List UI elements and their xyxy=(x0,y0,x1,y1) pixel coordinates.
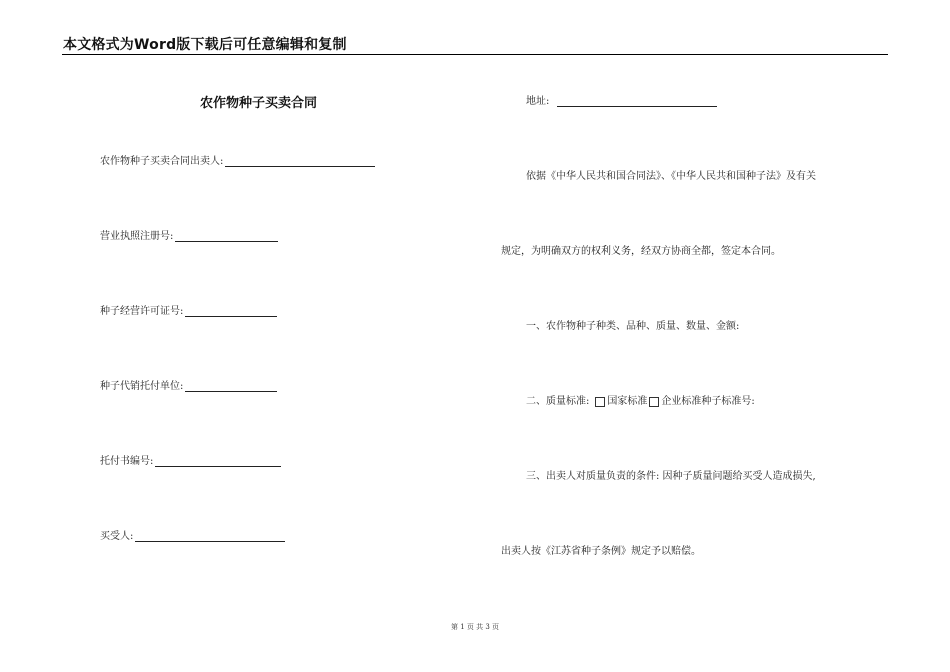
address-label: 地址: xyxy=(526,96,550,107)
buyer-field xyxy=(100,527,285,542)
clause-2-prefix: 二、质量标准: xyxy=(526,396,590,407)
buyer-blank xyxy=(135,530,285,542)
header-title: 本文格式为Word版下载后可任意编辑和复制 xyxy=(63,37,347,53)
clause-3-line-1: 三、出卖人对质量负责的条件: 因种子质量问题给买受人造成损失, xyxy=(526,471,816,482)
seller-blank xyxy=(225,155,375,167)
clause-3-line-2: 出卖人按《江苏省种子条例》规定予以赔偿。 xyxy=(501,546,701,557)
license-no-blank xyxy=(175,230,278,242)
national-standard-checkbox[interactable] xyxy=(595,397,605,407)
enterprise-standard-checkbox[interactable] xyxy=(649,397,659,407)
buyer-label: 买受人: xyxy=(100,531,134,542)
seller-field xyxy=(100,152,375,167)
national-standard-label: 国家标准 xyxy=(607,396,648,407)
agent-unit-label: 种子代销托付单位: xyxy=(100,381,184,392)
seed-permit-label: 种子经营许可证号: xyxy=(100,306,184,317)
clause-1: 一、农作物种子种类、品种、质量、数量、金额: xyxy=(526,321,740,332)
seed-permit-blank xyxy=(185,305,277,317)
paragraph-1-line-2: 规定，为明确双方的权利义务，经双方协商全都，签定本合同。 xyxy=(501,246,781,257)
agent-unit-blank xyxy=(185,380,277,392)
license-no-label: 营业执照注册号: xyxy=(100,231,174,242)
seller-label: 农作物种子买卖合同出卖人: xyxy=(100,156,224,167)
entrust-no-blank xyxy=(155,455,281,467)
seed-permit-field xyxy=(100,302,277,317)
entrust-no-label: 托付书编号: xyxy=(100,456,154,467)
enterprise-standard-label: 企业标准种子标准号: xyxy=(661,396,755,407)
agent-unit-field xyxy=(100,377,277,392)
clause-2 xyxy=(526,392,755,407)
entrust-no-field xyxy=(100,452,281,467)
address-field xyxy=(526,92,717,107)
header-divider xyxy=(62,54,888,55)
page-number: 第 1 页 共 3 页 xyxy=(450,623,500,631)
address-blank xyxy=(557,95,717,107)
document-title: 农作物种子买卖合同 xyxy=(200,96,318,111)
paragraph-1-line-1: 依据《中华人民共和国合同法》、《中华人民共和国种子法》及有关 xyxy=(526,171,816,182)
license-no-field xyxy=(100,227,278,242)
